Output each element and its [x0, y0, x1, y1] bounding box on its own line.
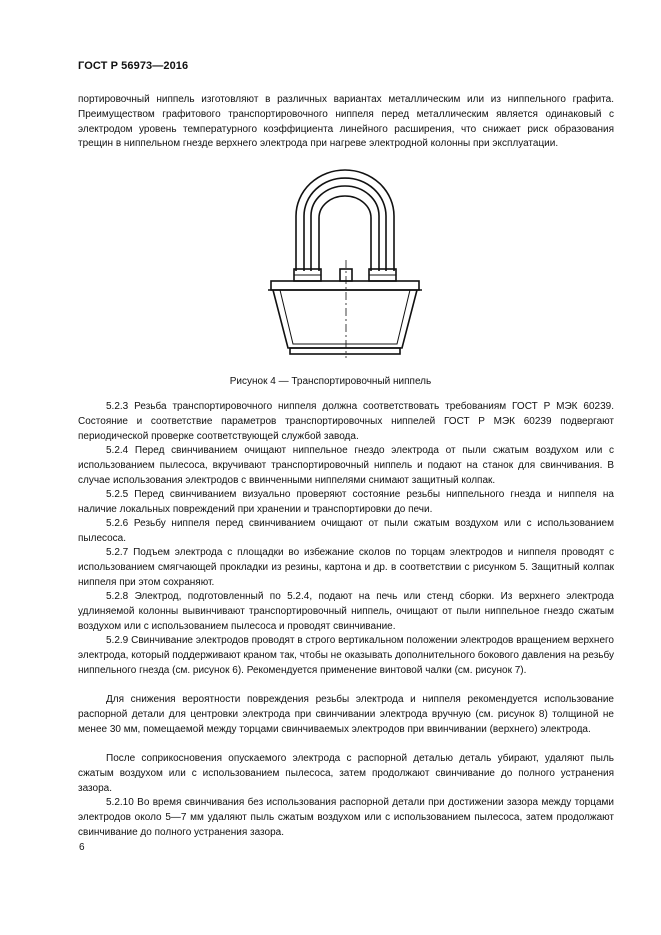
- paragraph-5-2-5: 5.2.5 Перед свинчиванием визуально проверяют состояние резьбы ниппельного гнезда и ниппеля на наличие локальных повреждений при хранении и транспортировки до печи.: [78, 489, 614, 515]
- paragraph-5-2-6: 5.2.6 Резьбу ниппеля перед свинчиванием очищают от пыли сжатым воздухом или с использованием пылесоса.: [78, 518, 614, 544]
- lifting-loop-inner-outer: [311, 186, 379, 271]
- top-plate: [271, 281, 419, 290]
- paragraph-5-2-9: 5.2.9 Свинчивание электродов проводят в строго вертикальном положении электродов вращением верхнего электрода, который поддерживают краном так, чтобы не оказывать дополнительного бокового давления на резьбу ниппельного гнезда (см. рисунок 6). Рекомендуется применение винтовой чалки (см. рисунок 7).: [78, 635, 614, 676]
- cup-body: [273, 290, 417, 348]
- paragraph-5-2-7: 5.2.7 Подъем электрода с площадки во избежание сколов по торцам электродов и ниппеля проводят с использованием смягчающей прокладки из резины, картона и др. в соответствии с рисунком 5. Защитный колпак ниппеля при этом сохраняют.: [78, 547, 614, 588]
- paragraph-5-2-10: 5.2.10 Во время свинчивания без использования распорной детали при достижении зазора между торцами электродов около 5—7 мм удаляют пыль сжатым воздухом или с использованием пылесоса, затем продолжают свинчивание до полного устранения зазора.: [78, 797, 614, 838]
- paragraph-5-2-4: 5.2.4 Перед свинчиванием очищают ниппельное гнездо электрода от пыли сжатым воздухом или с использованием пылесоса, вкручивают транспортировочный ниппель и подают на станок для свинчивания. В случае использования электродов с ввинченными ниппелями снимают защитный колпак.: [78, 445, 614, 486]
- cup-base: [290, 348, 400, 354]
- figure-caption: Рисунок 4 — Транспортировочный ниппель: [229, 376, 432, 387]
- paragraph-after-contact: После соприкосновения опускаемого электрода с распорной деталью деталь убирают, удаляют пыль сжатым воздухом или с использованием пылесоса, затем продолжают свинчивание до полного устранения зазора.: [78, 753, 614, 794]
- intro-paragraph: портировочный ниппель изготовляют в различных вариантах металлическим или из ниппельного графита. Преимуществом графитового транспортировочного ниппеля перед металлическим является одинаковый с электродом уровень температурного коэффициента линейного расширения, что снижает риск образования трещин в ниппельном гнезде верхнего электрода при нагреве электродной колонны при эксплуатации.: [78, 94, 614, 150]
- lifting-loop-inner-inner: [319, 196, 371, 271]
- paragraph-5-2-3: 5.2.3 Резьба транспортировочного ниппеля должна соответствовать требованиям ГОСТ Р МЭК 60239. Состояние и соответствие параметров транспортировочных ниппелей ГОСТ Р МЭК 60239 подвергают периодической проверке соответствующей службой завода.: [78, 401, 614, 442]
- paragraph-5-2-8: 5.2.8 Электрод, подготовленный по 5.2.4, подают на печь или стенд сборки. Из верхнего электрода удлиняемой колонны вывинчивают транспортировочный ниппель, очищают от пыли ниппельное гнездо сжатым воздухом или с использованием пылесоса и проводят свинчивание.: [78, 591, 614, 632]
- page-number: 6: [79, 842, 85, 853]
- lifting-loop-outer-inner: [304, 178, 386, 271]
- document-header: ГОСТ Р 56973—2016: [78, 60, 189, 72]
- paragraph-spacer-recommendation: Для снижения вероятности повреждения резьбы электрода и ниппеля рекомендуется использование распорной детали для центровки электрода при свинчивании электрода вручную (см. рисунок 8) толщиной не менее 30 мм, помещаемой между торцами свинчиваемых электродов при ввинчивании (верхнего) электрода.: [78, 694, 614, 735]
- transport-nipple-figure: [264, 168, 426, 362]
